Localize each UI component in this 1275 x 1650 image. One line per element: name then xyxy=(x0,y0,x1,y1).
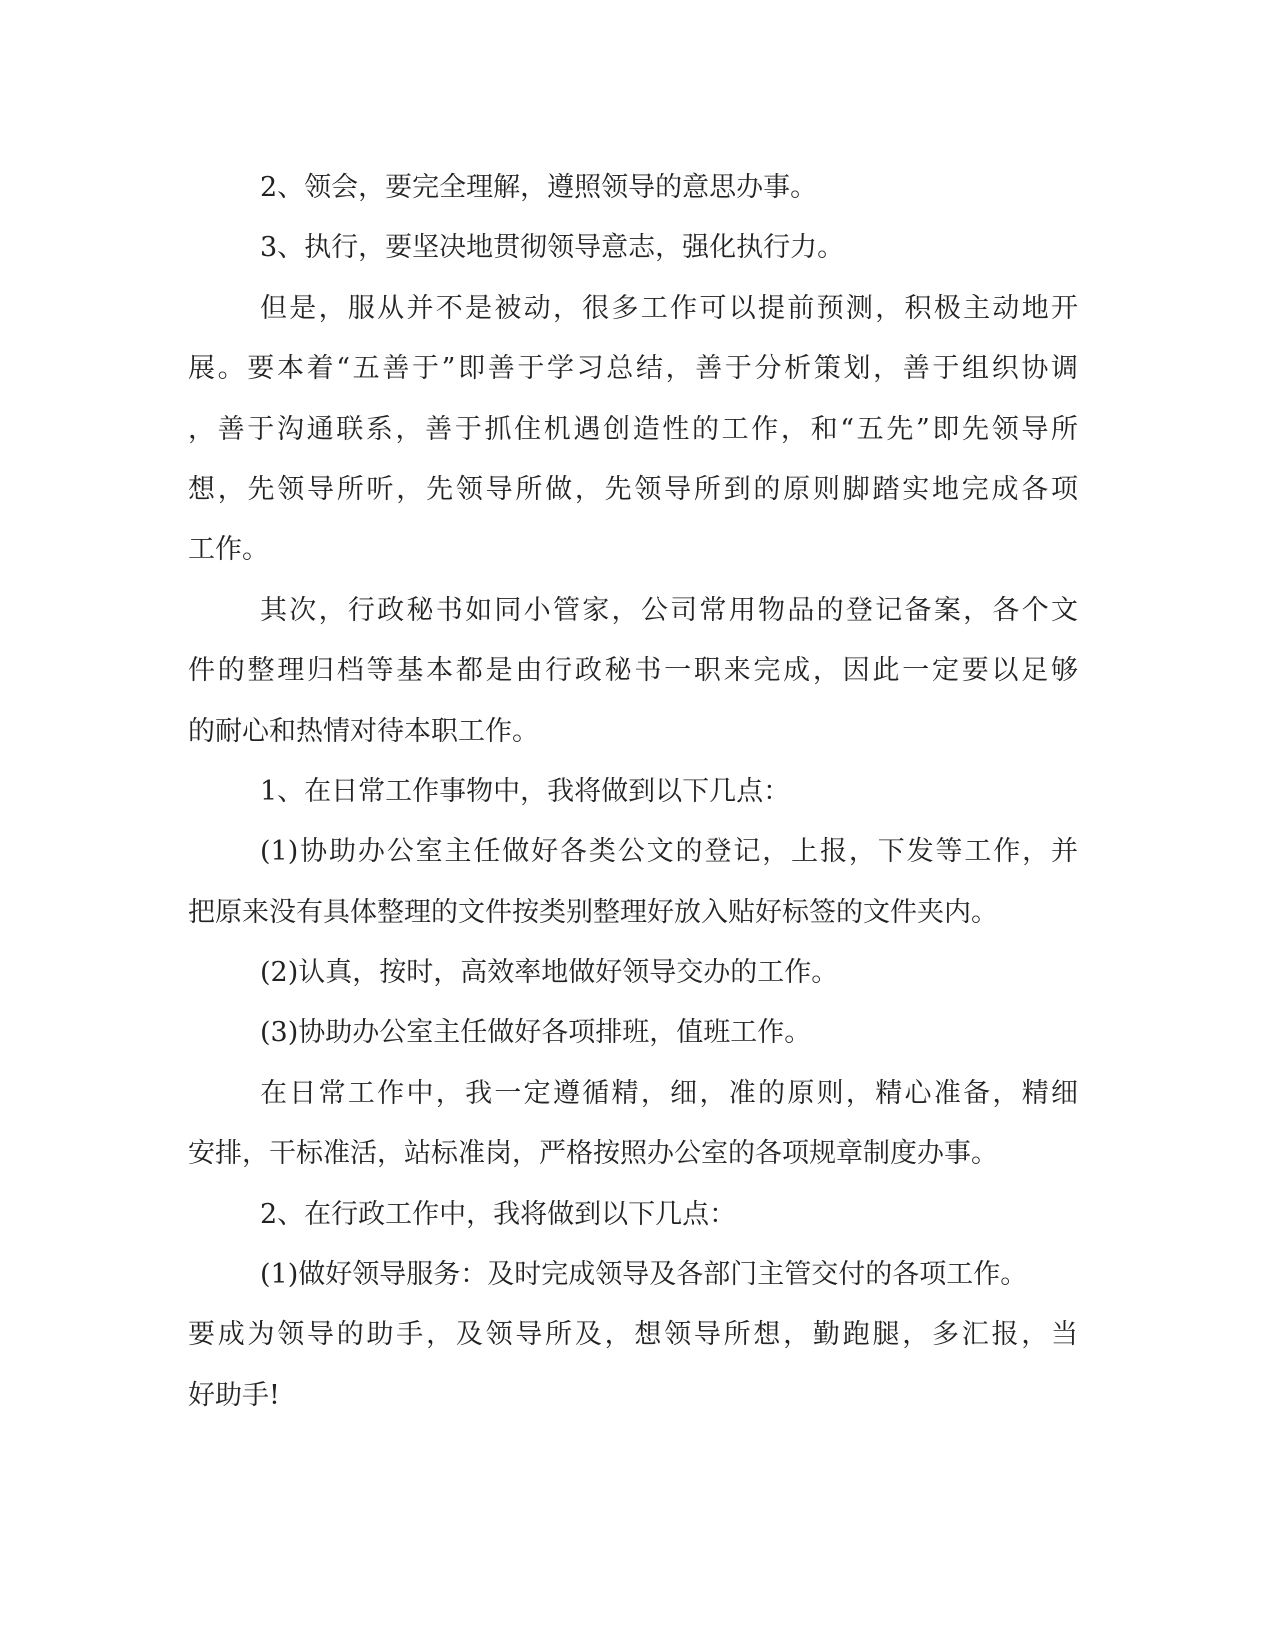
text-line: 想，先领导所听，先领导所做，先领导所到的原则脚踏实地完成各项 xyxy=(188,473,1078,505)
text-line: 但是，服从并不是被动，很多工作可以提前预测，积极主动地开 xyxy=(260,292,1078,324)
text-line: ，善于沟通联系，善于抓住机遇创造性的工作，和“五先”即先领导所 xyxy=(188,413,1078,445)
text-line: 2、领会，要完全理解，遵照领导的意思办事。 xyxy=(260,172,818,203)
text-line: 3、执行，要坚决地贯彻领导意志，强化执行力。 xyxy=(260,232,845,264)
text-line: 在日常工作中，我一定遵循精，细，准的原则，精心准备，精细 xyxy=(260,1077,1078,1109)
text-line: 的耐心和热情对待本职工作。 xyxy=(188,715,539,747)
document-body xyxy=(188,158,1078,1426)
text-line: 好助手! xyxy=(188,1379,280,1411)
text-line: 把原来没有具体整理的文件按类别整理好放入贴好标签的文件夹内。 xyxy=(188,896,998,928)
text-line: 展。要本着“五善于”即善于学习总结，善于分析策划，善于组织协调 xyxy=(188,353,1078,385)
text-line: 安排，干标准活，站标准岗，严格按照办公室的各项规章制度办事。 xyxy=(188,1138,998,1170)
text-line: (2)认真，按时，高效率地做好领导交办的工作。 xyxy=(260,957,839,989)
text-line: 1、在日常工作事物中，我将做到以下几点： xyxy=(260,775,791,807)
text-line: (1)做好领导服务：及时完成领导及各部门主管交付的各项工作。 xyxy=(260,1259,1028,1291)
text-line: 件的整理归档等基本都是由行政秘书一职来完成，因此一定要以足够 xyxy=(188,655,1078,687)
text-line: 要成为领导的助手，及领导所及，想领导所想，勤跑腿，多汇报，当 xyxy=(188,1319,1078,1351)
text-line: 其次，行政秘书如同小管家，公司常用物品的登记备案，各个文 xyxy=(260,594,1078,626)
text-line: (3)协助办公室主任做好各项排班，值班工作。 xyxy=(260,1017,812,1049)
text-line: 2、在行政工作中，我将做到以下几点： xyxy=(260,1198,737,1230)
text-line: 工作。 xyxy=(188,534,269,566)
text-line: (1)协助办公室主任做好各类公文的登记，上报，下发等工作，并 xyxy=(260,836,1078,868)
